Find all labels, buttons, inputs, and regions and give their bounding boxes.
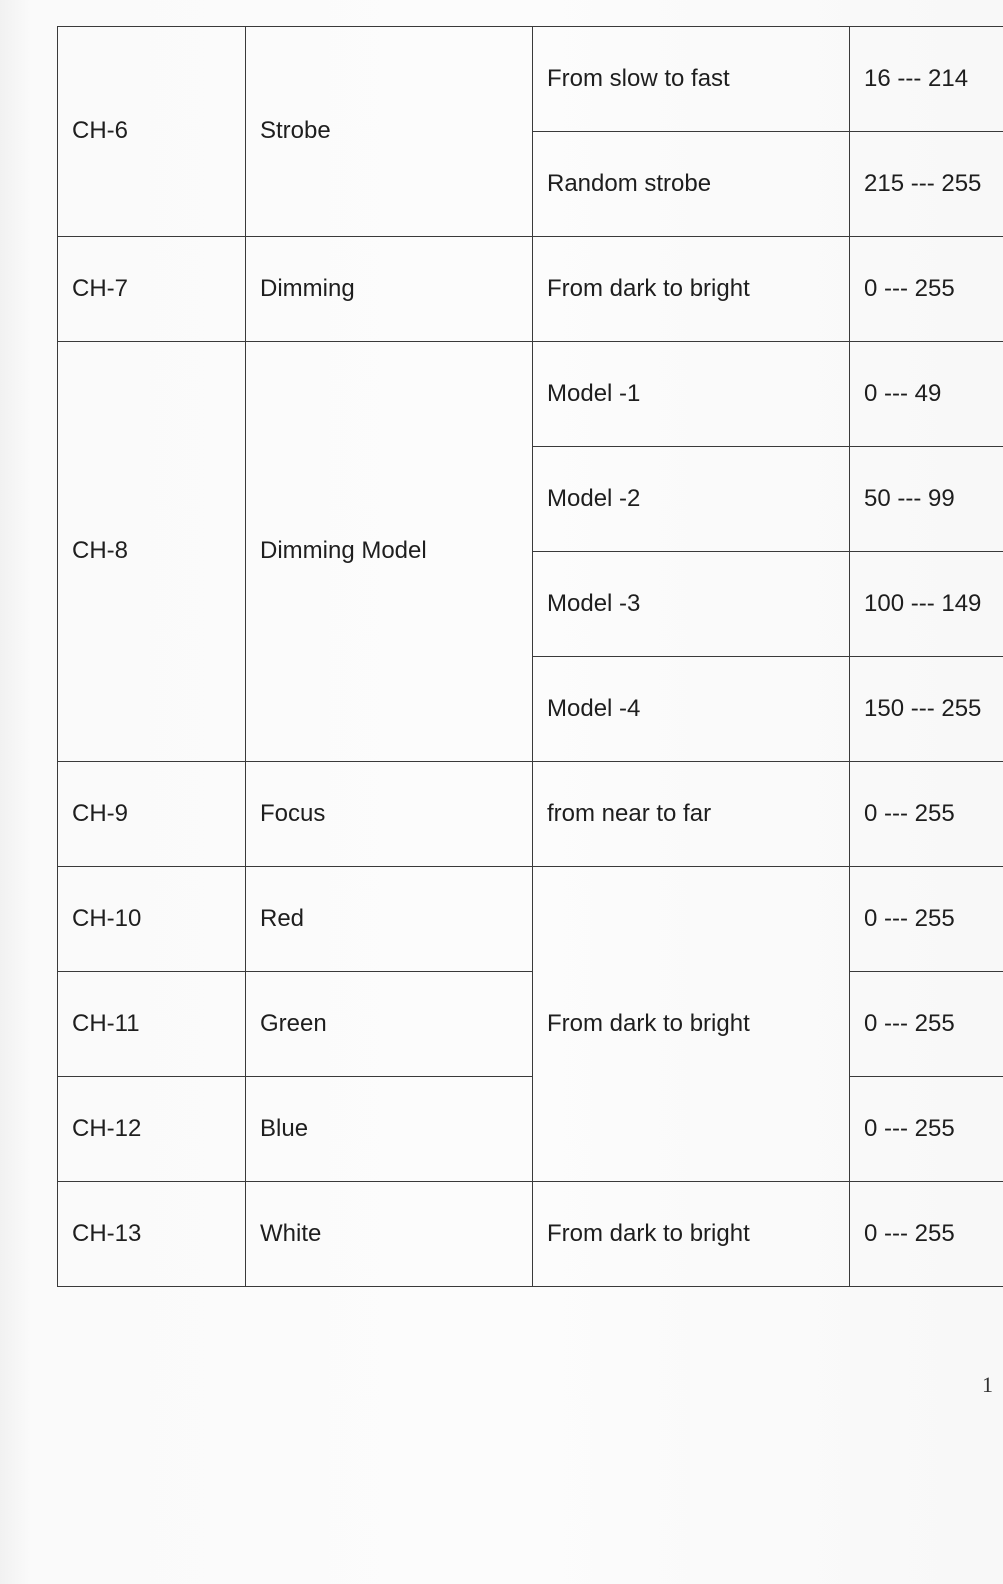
function-cell: Green: [246, 972, 533, 1077]
table-row: [58, 342, 1003, 447]
channel-cell: CH-9: [58, 762, 246, 867]
value-range-cell: 16 --- 214: [850, 27, 1003, 132]
function-cell: Dimming: [246, 237, 533, 342]
value-range-cell: 150 --- 255: [850, 657, 1003, 762]
value-range-cell: 50 --- 99: [850, 447, 1003, 552]
value-range-cell: 0 --- 255: [850, 762, 1003, 867]
description-cell: From dark to bright: [533, 1182, 850, 1287]
function-cell: Strobe: [246, 27, 533, 237]
description-cell: from near to far: [533, 762, 850, 867]
page-number: 1: [982, 1372, 993, 1397]
function-cell: Blue: [246, 1077, 533, 1182]
value-range-cell: 0 --- 255: [850, 237, 1003, 342]
table-row: [58, 972, 1003, 1077]
value-range-cell: 215 --- 255: [850, 132, 1003, 237]
value-range-cell: 0 --- 255: [850, 1182, 1003, 1287]
value-range-cell: 0 --- 49: [850, 342, 1003, 447]
function-cell: Focus: [246, 762, 533, 867]
description-cell: From dark to bright: [533, 237, 850, 342]
table-row: [58, 762, 1003, 867]
channel-cell: CH-11: [58, 972, 246, 1077]
value-range-cell: 0 --- 255: [850, 867, 1003, 972]
channel-cell: CH-6: [58, 27, 246, 237]
description-cell: Model -3: [533, 552, 850, 657]
table-row: [58, 1077, 1003, 1182]
value-range-cell: 100 --- 149: [850, 552, 1003, 657]
table-row: [58, 867, 1003, 972]
channel-cell: CH-7: [58, 237, 246, 342]
channel-cell: CH-12: [58, 1077, 246, 1182]
channel-cell: CH-8: [58, 342, 246, 762]
description-cell: Random strobe: [533, 132, 850, 237]
description-cell: Model -4: [533, 657, 850, 762]
value-range-cell: 0 --- 255: [850, 1077, 1003, 1182]
channel-cell: CH-13: [58, 1182, 246, 1287]
channel-cell: CH-10: [58, 867, 246, 972]
function-cell: Red: [246, 867, 533, 972]
description-cell: Model -1: [533, 342, 850, 447]
table-row: [58, 237, 1003, 342]
value-range-cell: 0 --- 255: [850, 972, 1003, 1077]
function-cell: Dimming Model: [246, 342, 533, 762]
description-cell: Model -2: [533, 447, 850, 552]
table-row: [58, 27, 1003, 132]
dmx-channel-table: [57, 26, 1003, 1287]
description-cell: From slow to fast: [533, 27, 850, 132]
description-cell: From dark to bright: [533, 867, 850, 1182]
table-row: [58, 1182, 1003, 1287]
function-cell: White: [246, 1182, 533, 1287]
